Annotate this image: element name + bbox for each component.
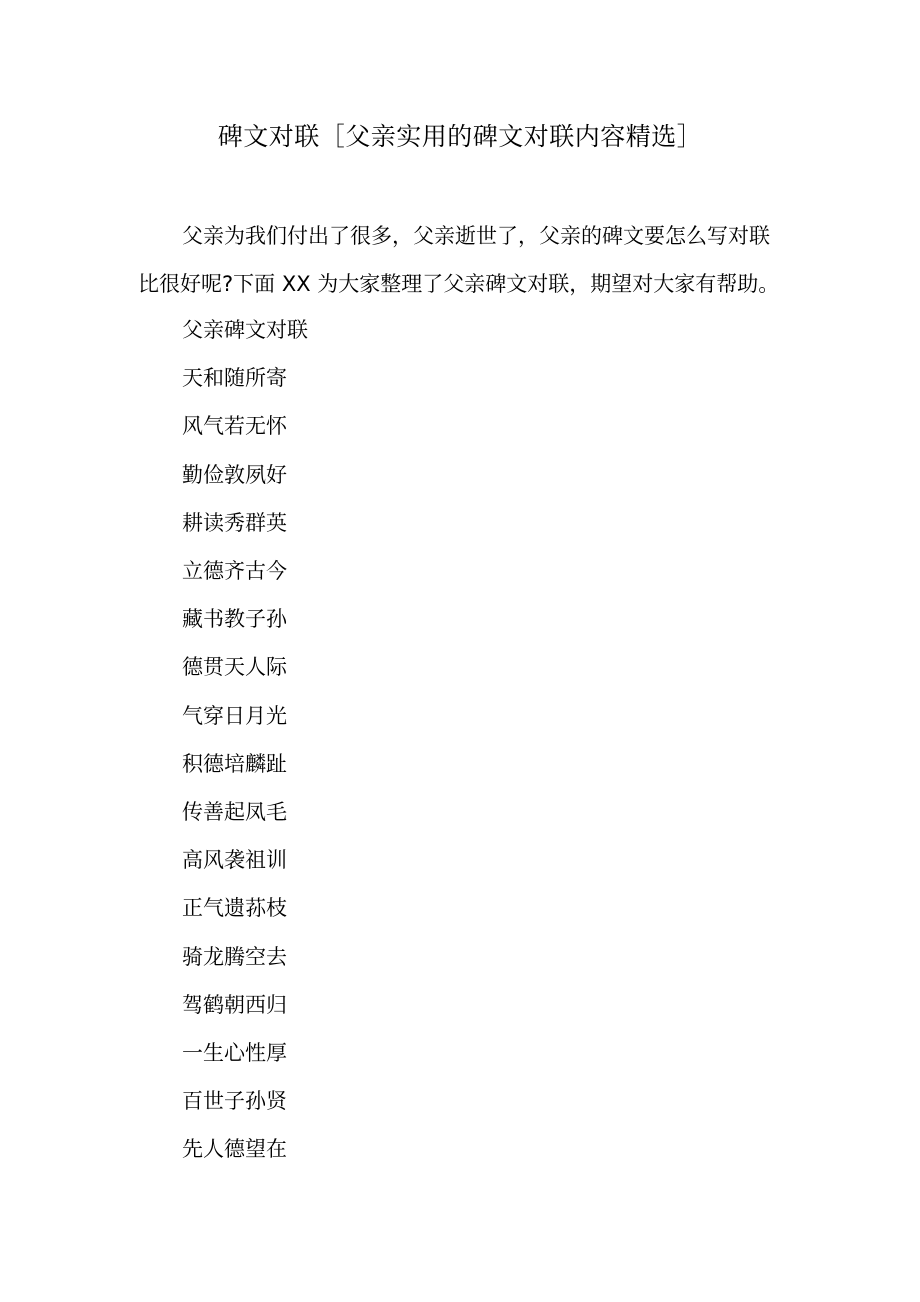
couplet-line: 一生心性厚 — [182, 1041, 287, 1066]
couplet-line: 高风袭祖训 — [182, 848, 287, 873]
couplet-line: 耕读秀群英 — [182, 510, 287, 535]
couplet-line: 驾鹤朝西归 — [182, 992, 287, 1017]
document-title: 碑文对联［父亲实用的碑文对联内容精选］ — [217, 122, 703, 151]
couplet-line: 正气遗荪枝 — [182, 896, 287, 921]
couplet-line: 百世子孙贤 — [182, 1089, 287, 1114]
intro-line-1: 父亲为我们付出了很多，父亲逝世了，父亲的碑文要怎么写对联 — [182, 224, 770, 248]
section-heading: 父亲碑文对联 — [182, 318, 308, 342]
couplet-line: 立德齐古今 — [182, 559, 287, 584]
intro-paragraph — [138, 212, 798, 308]
couplet-line: 风气若无怀 — [182, 414, 287, 439]
intro-line-2: 比很好呢?下面 XX 为大家整理了父亲碑文对联，期望对大家有帮助。 — [138, 272, 780, 296]
couplet-line: 藏书教子孙 — [182, 607, 287, 632]
couplet-list — [182, 306, 308, 1174]
couplet-line: 天和随所寄 — [182, 366, 287, 391]
couplet-line: 气穿日月光 — [182, 703, 287, 728]
couplet-line: 德贯天人际 — [182, 655, 287, 680]
couplet-line: 积德培麟趾 — [182, 751, 287, 776]
couplet-line: 骑龙腾空去 — [182, 944, 287, 969]
couplet-line: 先人德望在 — [182, 1137, 287, 1162]
couplet-line: 勤俭敦夙好 — [182, 462, 287, 487]
couplet-line: 传善起凤毛 — [182, 800, 287, 825]
